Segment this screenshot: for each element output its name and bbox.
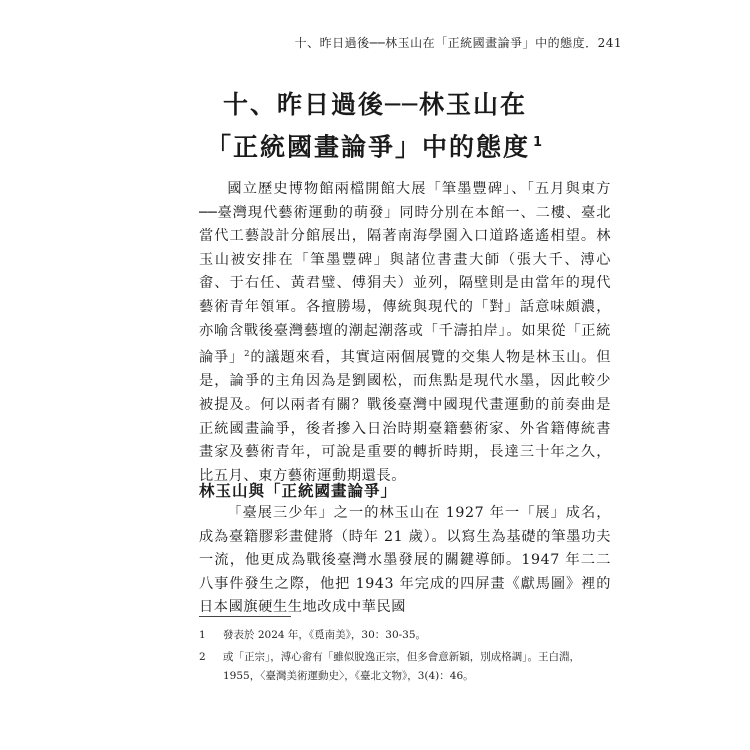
chapter-title-line-2-text: 「正統國畫論爭」中的態度 (205, 132, 530, 162)
running-head: 十、昨日過後──林玉山在「正統國畫論爭」中的態度．241 (294, 36, 622, 50)
paragraph-1-text-b: 的議題來看，其實這兩個展覽的交集人物是林玉山。但是，論爭的主角因為是劉國松，而焦點是現代水墨，因此較少被提及。何以兩者有關？戰後臺灣中國現代畫運動的前奏曲是正統國畫論爭，後者摻入日治時期臺籍藝術家、外省籍傳統書畫家及藝術青年，可說是重要的轉折時期，長達三十年之久，比五月、東方藝術運動期還長。 (199, 349, 611, 484)
footnotes (199, 626, 611, 689)
paragraph-1-text-a: 國立歷史博物館兩檔開館大展「筆墨豐碑」、「五月與東方──臺灣現代藝術運動的萌發」同時分別在本館一、二樓、臺北當代工藝設計分館展出，隔著南海學園入口道路遙遙相望。林玉山被安排在「筆墨豐碑」與諸位書畫大師（張大千、溥心畬、于右任、黃君璧、傅狷夫）並列，隔壁則是由當年的現代藝術青年領軍。各擅勝場，傳統與現代的「對」話意味頗濃，亦喻含戰後臺灣藝壇的潮起潮落或「千濤拍岸」。如果從「正統論爭」 (199, 181, 611, 366)
body-text-2 (199, 502, 611, 620)
footnote-text: 發表於 2024 年，《覓南美》，30：30-35。 (223, 629, 427, 641)
section-heading: 林玉山與「正統國畫論爭」 (199, 482, 398, 500)
footnote-2 (199, 648, 611, 686)
footnote-1 (199, 626, 611, 645)
body-text (199, 178, 611, 488)
footnote-number: 2 (199, 651, 206, 663)
chapter-title-line-1: 十、昨日過後──林玉山在 (222, 90, 528, 119)
paragraph-1 (199, 178, 611, 488)
footnote-ref-2: 2 (244, 349, 251, 360)
footnote-ref-1: 1 (532, 135, 545, 150)
footnote-number: 1 (199, 629, 206, 641)
chapter-title-line-2 (0, 124, 750, 166)
footnote-rule (199, 616, 291, 617)
chapter-title (0, 86, 750, 166)
footnote-text: 或「正宗」，溥心畬有「雖似脫逸正宗，但多會意新穎，別成格調」。王白淵，1955，〈臺灣美術運動史〉，《臺北文物》，3(4)：46。 (223, 651, 580, 682)
paragraph-2: 「臺展三少年」之一的林玉山在 1927 年一「展」成名，成為臺籍膠彩畫健將（時年 21 歲）。以寫生為基礎的筆墨功夫一流，他更成為戰後臺灣水墨發展的關鍵導師。1947 年二二八事件發生之際，他把 1943 年完成的四屏畫《獻馬圖》裡的日本國旗硬生生地改成中華民國 (199, 505, 611, 616)
